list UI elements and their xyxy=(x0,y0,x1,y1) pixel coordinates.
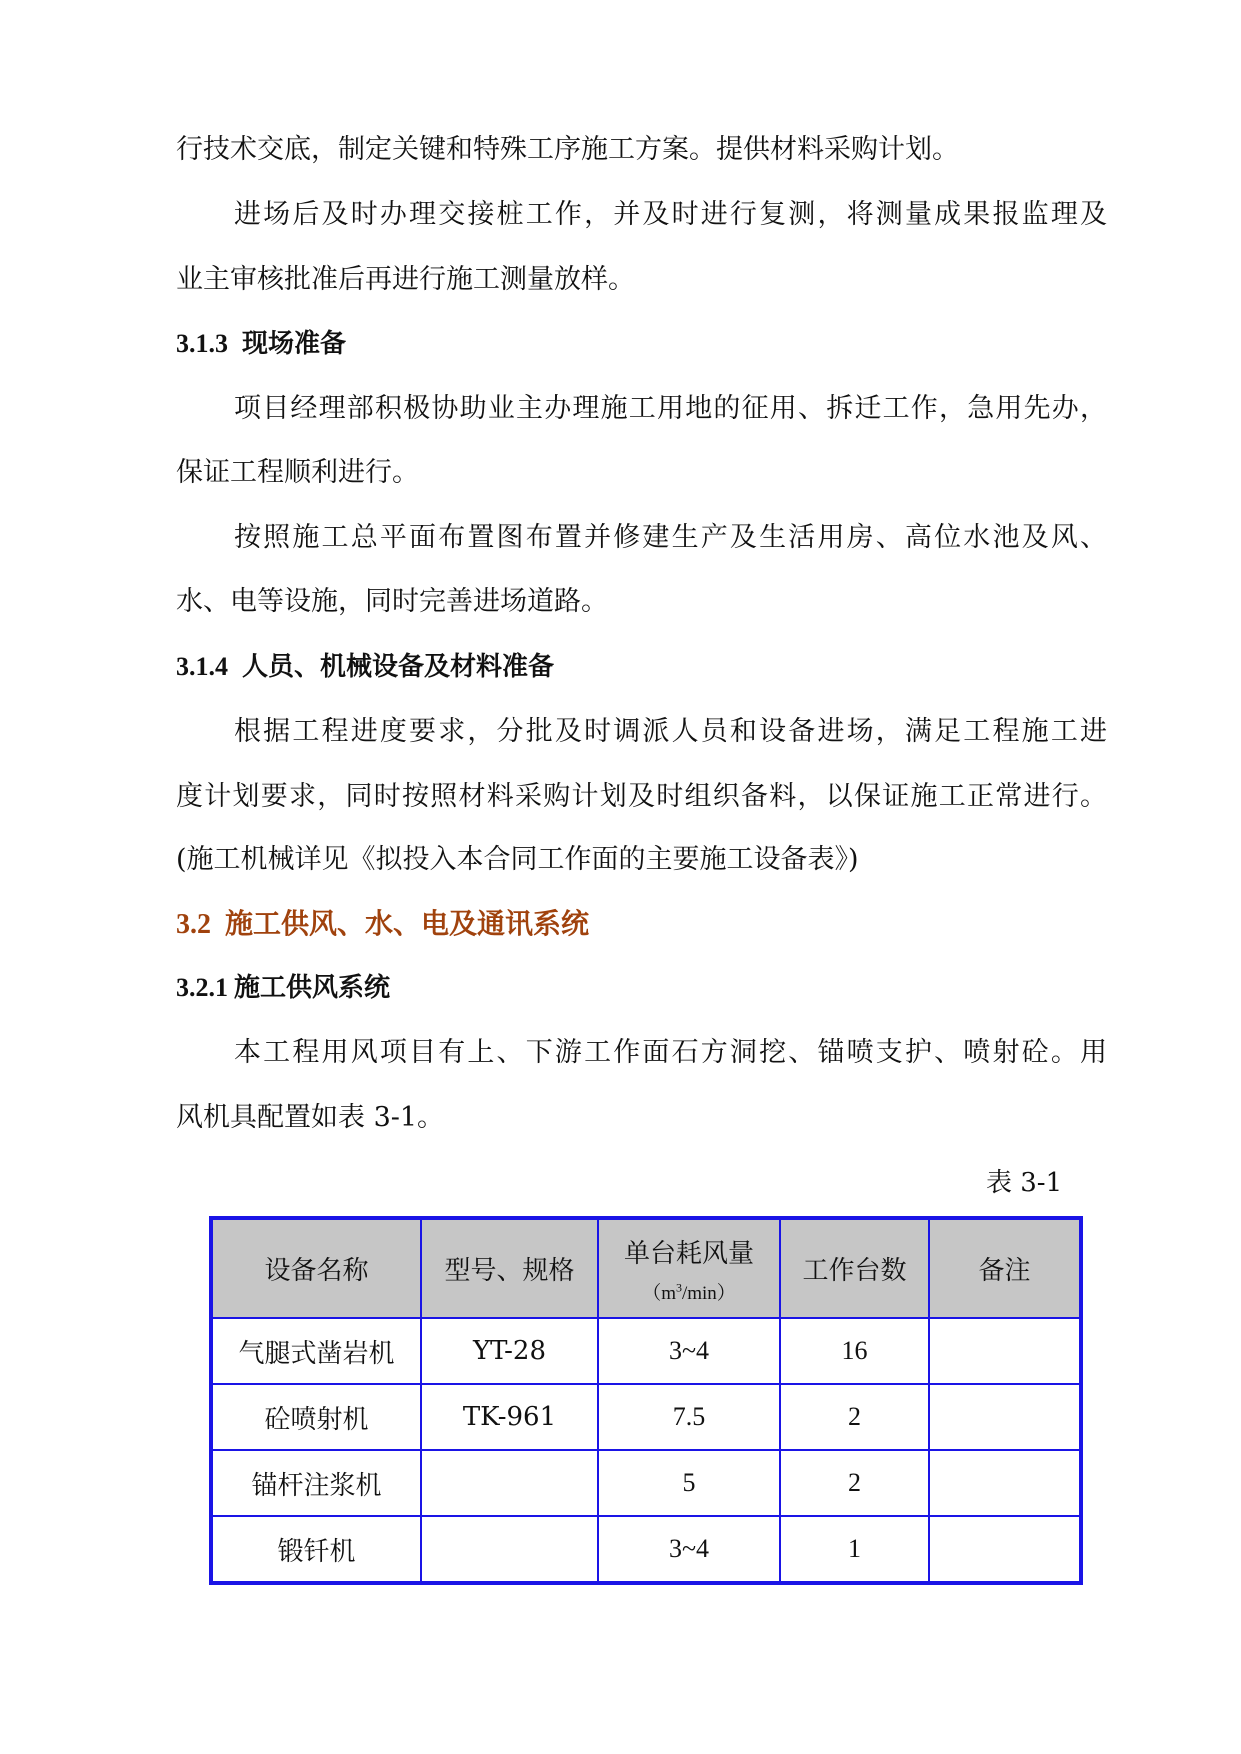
table-cell-model: TK-961 xyxy=(421,1384,598,1450)
table-header-row xyxy=(211,1218,1081,1318)
table-cell-count: 2 xyxy=(780,1384,929,1450)
table-cell-air-consumption: 7.5 xyxy=(598,1384,780,1450)
table-cell-remark xyxy=(929,1384,1081,1450)
table-cell-model xyxy=(421,1516,598,1583)
table-cell-name: 锻钎机 xyxy=(211,1516,421,1583)
table-row xyxy=(211,1516,1081,1583)
section-title: 现场准备 xyxy=(242,329,347,359)
table-row xyxy=(211,1450,1081,1516)
table-cell-air-consumption: 5 xyxy=(598,1450,780,1516)
body-text-line: 进场后及时办理交接桩工作，并及时进行复测，将测量成果报监理及 xyxy=(234,199,1107,230)
table-cell-model xyxy=(421,1450,598,1516)
table-cell-count: 16 xyxy=(780,1318,929,1384)
body-text-line: 度计划要求，同时按照材料采购计划及时组织备料，以保证施工正常进行。 xyxy=(176,781,1107,812)
table-cell-name: 砼喷射机 xyxy=(211,1384,421,1450)
body-text-line: 行技术交底，制定关键和特殊工序施工方案。提供材料采购计划。 xyxy=(176,134,959,165)
table-cell-remark xyxy=(929,1318,1081,1384)
body-text-line: 风机具配置如表 3-1。 xyxy=(176,1102,445,1133)
table-cell-count: 2 xyxy=(780,1450,929,1516)
column-header xyxy=(598,1218,780,1318)
section-title: 施工供风系统 xyxy=(234,973,391,1003)
section-heading-3-2-1 xyxy=(176,970,390,1006)
section-heading-3-2 xyxy=(176,906,589,943)
table-row xyxy=(211,1384,1081,1450)
section-number: 3.2.1 xyxy=(176,973,228,1002)
body-text-line: 本工程用风项目有上、下游工作面石方洞挖、锚喷支护、喷射砼。用 xyxy=(234,1037,1107,1068)
equipment-table xyxy=(209,1216,1083,1585)
section-title: 人员、机械设备及材料准备 xyxy=(242,652,555,682)
table-cell-count: 1 xyxy=(780,1516,929,1583)
body-text-line: (施工机械详见《拟投入本合同工作面的主要施工设备表》) xyxy=(176,844,859,875)
body-text-line: 按照施工总平面布置图布置并修建生产及生活用房、高位水池及风、 xyxy=(234,522,1107,553)
table-cell-remark xyxy=(929,1450,1081,1516)
column-header-label: 单台耗风量 xyxy=(623,1238,754,1269)
section-heading-3-1-4 xyxy=(176,649,554,685)
column-header: 设备名称 xyxy=(211,1218,421,1318)
section-heading-3-1-3 xyxy=(176,326,346,362)
body-text-line: 保证工程顺利进行。 xyxy=(176,457,419,488)
section-number: 3.1.4 xyxy=(176,652,228,681)
table-row xyxy=(211,1318,1081,1384)
column-header: 型号、规格 xyxy=(421,1218,598,1318)
table-cell-name: 锚杆注浆机 xyxy=(211,1450,421,1516)
table-caption: 表 3-1 xyxy=(986,1168,1063,1198)
section-title: 施工供风、水、电及通讯系统 xyxy=(225,907,590,940)
section-number: 3.2 xyxy=(176,909,211,940)
body-text-line: 水、电等设施，同时完善进场道路。 xyxy=(176,586,608,617)
table-cell-model: YT-28 xyxy=(421,1318,598,1384)
section-number: 3.1.3 xyxy=(176,329,228,358)
column-header-unit: $(m^3/\min)$ xyxy=(642,1280,736,1304)
column-header: 备注 xyxy=(929,1218,1081,1318)
table-cell-remark xyxy=(929,1516,1081,1583)
table-cell-air-consumption: 3~4 xyxy=(598,1318,780,1384)
table-cell-air-consumption: 3~4 xyxy=(598,1516,780,1583)
column-header: 工作台数 xyxy=(780,1218,929,1318)
body-text-line: 根据工程进度要求，分批及时调派人员和设备进场，满足工程施工进 xyxy=(234,716,1107,747)
table-cell-name: 气腿式凿岩机 xyxy=(211,1318,421,1384)
body-text-line: 业主审核批准后再进行施工测量放样。 xyxy=(176,264,635,295)
body-text-line: 项目经理部积极协助业主办理施工用地的征用、拆迁工作，急用先办， xyxy=(234,393,1107,424)
